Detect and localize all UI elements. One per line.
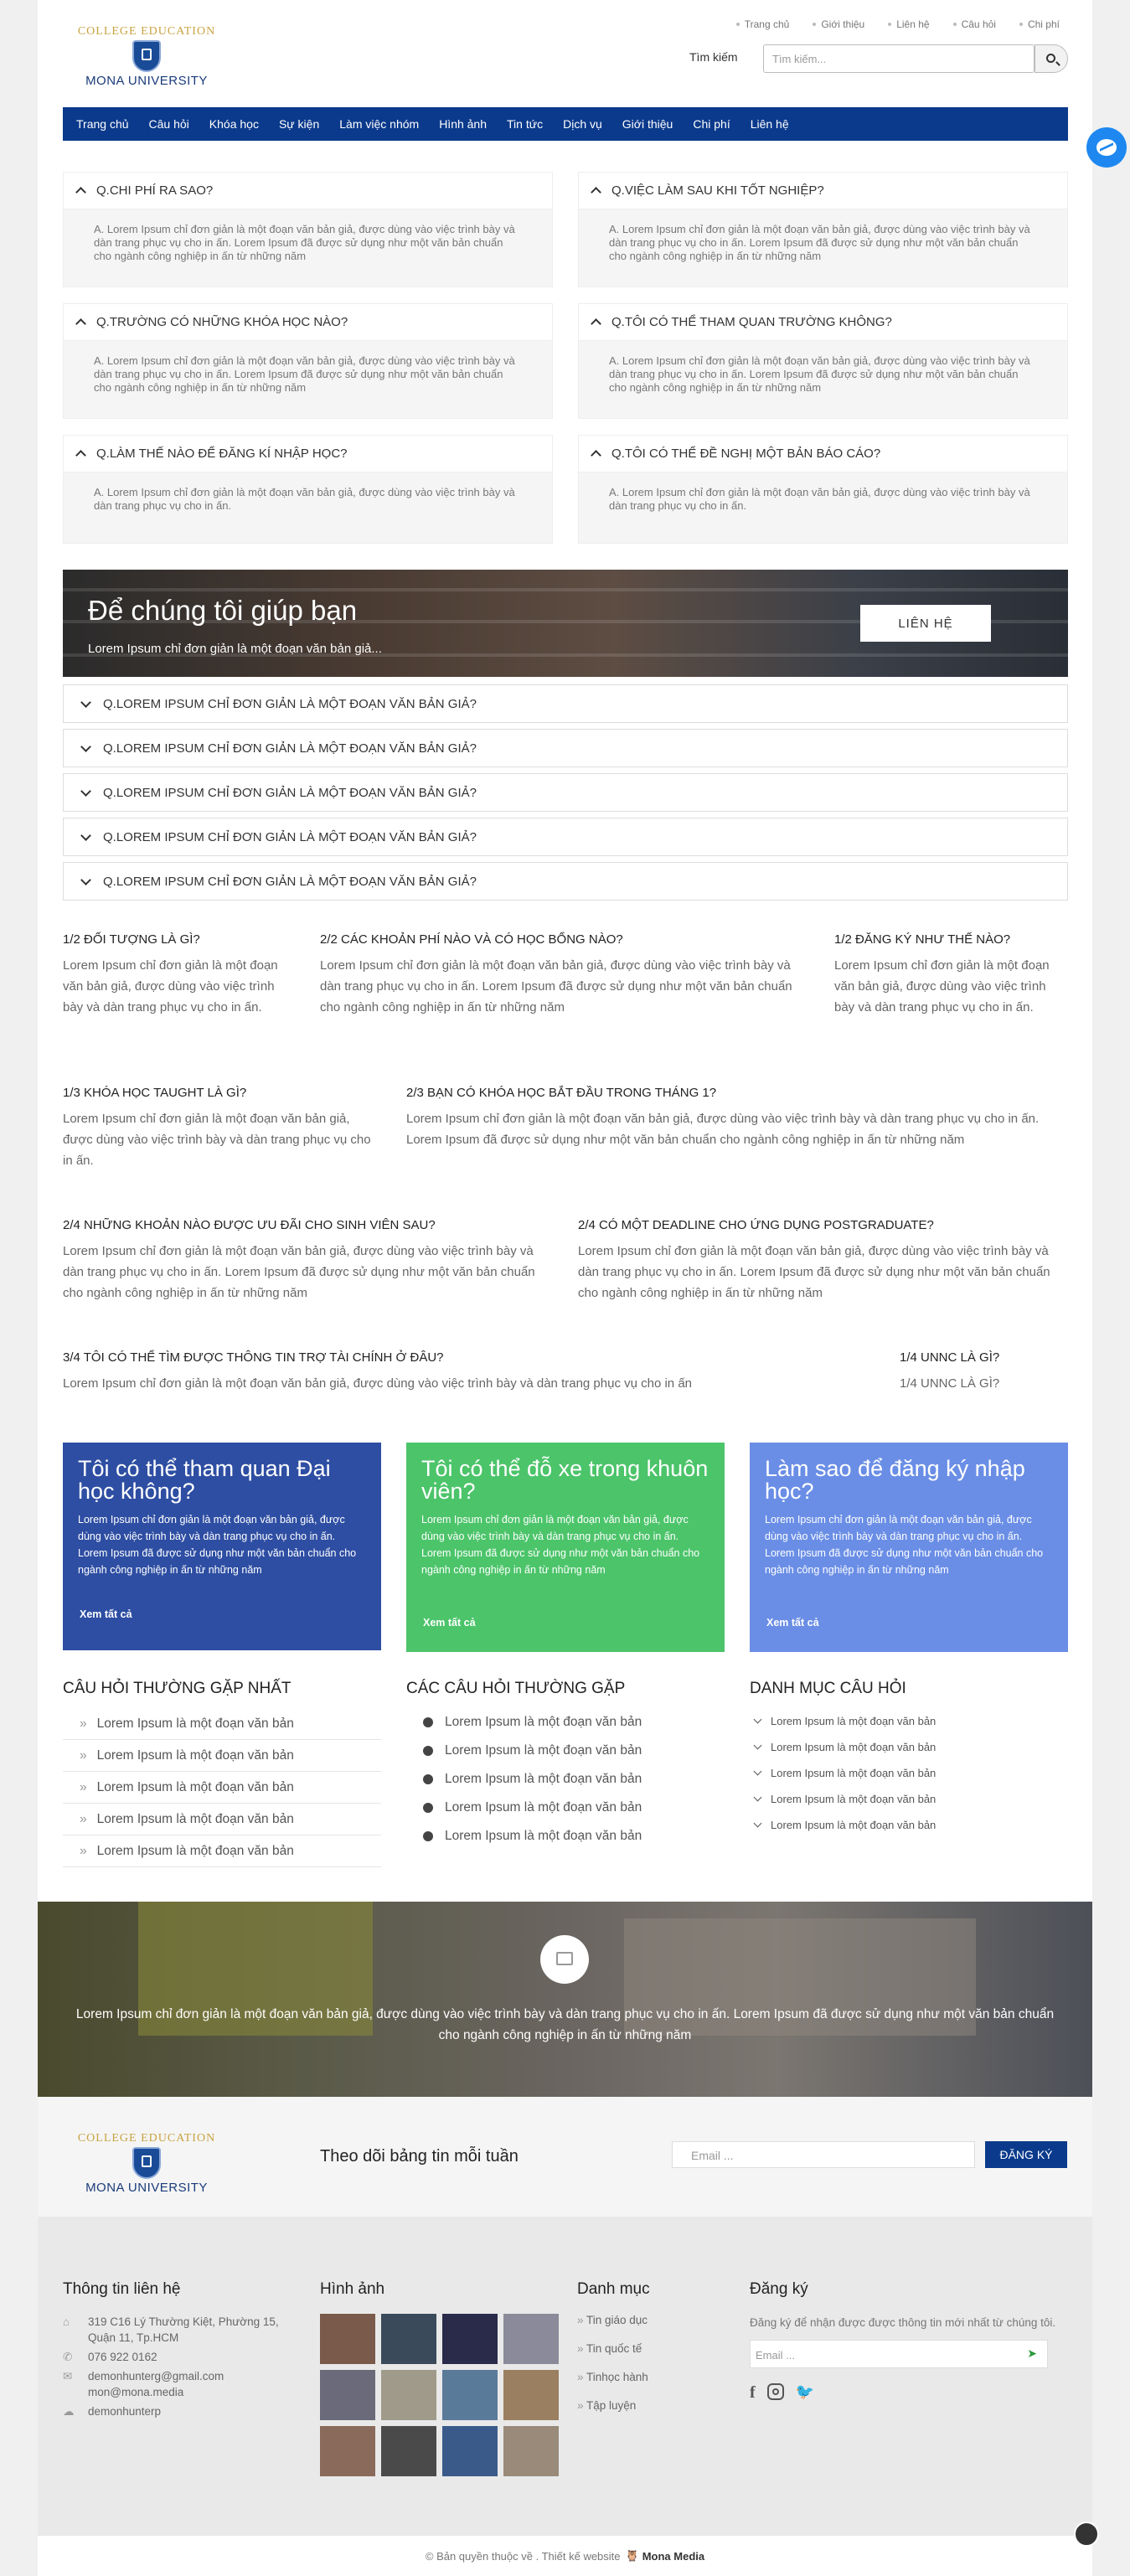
arrow-circle-icon: [423, 1746, 433, 1756]
qa-heading: 2/4 CÓ MỘT DEADLINE CHO ỨNG DỤNG POSTGRADUATE?: [578, 1218, 934, 1232]
faq-answer: A. Lorem Ipsum chỉ đơn giản là một đoạn văn bản giả, được dùng vào việc trình bày và dàn trang phục vụ cho in ấn. Lorem Ipsum đã được sử dụng như một văn bản chuẩn cho ngành công nghiệp in ấn từ những năm: [609, 223, 1030, 262]
back-to-top-button[interactable]: [1074, 2522, 1099, 2547]
footer-menu-item[interactable]: » Tinhọc hành: [577, 2371, 720, 2383]
qa-block: [63, 1350, 817, 1394]
list-item[interactable]: » Lorem Ipsum là một đoạn văn bản: [63, 1772, 381, 1804]
qa-heading: 2/2 CÁC KHOẢN PHÍ NÀO VÀ CÓ HỌC BỔNG NÀO?: [320, 932, 623, 947]
faq-question[interactable]: Q.LÀM THẾ NÀO ĐỂ ĐĂNG KÍ NHẬP HỌC?: [64, 436, 552, 472]
top-link-home[interactable]: Trang chủ: [736, 18, 790, 30]
faq-question[interactable]: Q.CHI PHÍ RA SAO?: [64, 173, 552, 209]
email-secondary[interactable]: mon@mona.media: [88, 2386, 184, 2398]
info-card: [63, 1443, 381, 1650]
qa-block: [63, 932, 289, 1018]
faq-answer: A. Lorem Ipsum chỉ đơn giản là một đoạn văn bản giả, được dùng vào việc trình bày và dàn trang phục vụ cho in ấn.: [94, 486, 515, 512]
double-chevron-icon: »: [80, 1716, 87, 1731]
skype[interactable]: ☁ demonhunterp: [63, 2405, 162, 2418]
qa-block: [900, 1350, 1067, 1394]
chevron-up-icon: [591, 187, 601, 198]
qa-heading: 2/4 NHỮNG KHOẢN NÀO ĐƯỢC ƯU ĐÃI CHO SINH VIÊN SAU?: [63, 1218, 436, 1232]
qa-block: [834, 932, 1065, 1018]
card-text: Lorem Ipsum chỉ đơn giản là một đoạn văn bản giả, được dùng vào việc trình bày và dàn trang phục vụ cho in ấn. Lorem Ipsum đã được sử dụng như một văn bản chuẩn cho ngành công nghiệp in ấn từ những năm: [421, 1514, 700, 1576]
view-all-link[interactable]: Xem tất cả: [766, 1617, 819, 1629]
gallery-thumb[interactable]: [381, 2426, 436, 2476]
popular-questions: [63, 1680, 381, 1867]
footer-gallery-title: Hình ảnh: [320, 2280, 385, 2298]
footer-menu-item[interactable]: » Tin giáo dục: [577, 2314, 720, 2326]
view-all-link[interactable]: Xem tất cả: [423, 1617, 476, 1629]
newsletter-section: [38, 2097, 1092, 2217]
arrow-circle-icon: [423, 1803, 433, 1813]
twitter-icon[interactable]: 🐦: [795, 2383, 815, 2400]
footer: [38, 2217, 1092, 2536]
card-title: Tôi có thể đỗ xe trong khuôn viên?: [421, 1456, 709, 1504]
qa-text: Lorem Ipsum chỉ đơn giản là một đoạn văn bản giả, được dùng vào việc trình bày và dàn trang phục vụ cho in ấn.: [63, 1112, 371, 1168]
list-title: CÂU HỎI THƯỜNG GẶP NHẤT: [63, 1680, 292, 1697]
chevron-down-icon: [754, 1742, 762, 1750]
faq-item[interactable]: [578, 172, 1068, 287]
newsletter-title: Theo dõi bảng tin mỗi tuần: [320, 2147, 519, 2166]
qa-text: Lorem Ipsum chỉ đơn giản là một đoạn văn bản giả, được dùng vào việc trình bày và dàn trang phục vụ cho in ấn: [63, 1376, 693, 1391]
qa-text: Lorem Ipsum chỉ đơn giản là một đoạn văn bản giả, được dùng vào việc trình bày và dàn trang phục vụ cho in ấn. Lorem Ipsum đã được sử dụng như một văn bản chuẩn cho ngành công nghiệp in ấn từ những năm: [578, 1244, 1050, 1300]
qa-text: Lorem Ipsum chỉ đơn giản là một đoạn văn bản giả, được dùng vào việc trình bày và dàn trang phục vụ cho in ấn. Lorem Ipsum đã được sử dụng như một văn bản chuẩn cho ngành công nghiệp in ấn từ những năm: [406, 1112, 1040, 1147]
qa-text: Lorem Ipsum chỉ đơn giản là một đoạn văn bản giả, được dùng vào việc trình bày và dàn trang phục vụ cho in ấn. Lorem Ipsum đã được sử dụng như một văn bản chuẩn cho ngành công nghiệp in ấn từ những năm: [320, 958, 792, 1014]
search-button[interactable]: [1035, 44, 1068, 73]
faq-question[interactable]: Q.VIỆC LÀM SAU KHI TỐT NGHIỆP?: [579, 173, 1067, 209]
logo-arc-text: COLLEGE EDUCATION: [77, 25, 216, 38]
faq-question[interactable]: Q.TÔI CÓ THỂ THAM QUAN TRƯỜNG KHÔNG?: [579, 304, 1067, 341]
chevron-down-icon: [80, 741, 91, 752]
qa-heading: 3/4 TÔI CÓ THỂ TÌM ĐƯỢC THÔNG TIN TRỢ TÀI CHÍNH Ở ĐÂU?: [63, 1350, 444, 1365]
faq-answer: A. Lorem Ipsum chỉ đơn giản là một đoạn văn bản giả, được dùng vào việc trình bày và dàn trang phục vụ cho in ấn. Lorem Ipsum đã được sử dụng như một văn bản chuẩn cho ngành công nghiệp in ấn từ những năm: [94, 354, 515, 394]
book-icon: [540, 1935, 589, 1984]
double-chevron-icon: »: [80, 1811, 87, 1826]
copyright-bar: [38, 2536, 1092, 2576]
footer-subscribe-title: Đăng ký: [750, 2280, 808, 2298]
double-chevron-icon: »: [80, 1747, 87, 1763]
owl-icon: 🦉: [625, 2549, 639, 2562]
top-link-contact[interactable]: Liên hệ: [888, 18, 929, 30]
nav-item-courses[interactable]: Khóa học: [209, 117, 259, 131]
chevron-down-icon: [80, 786, 91, 797]
list-item[interactable]: » Lorem Ipsum là một đoạn văn bản: [63, 1708, 381, 1740]
nav-item-news[interactable]: Tin tức: [507, 117, 544, 131]
qa-text: Lorem Ipsum chỉ đơn giản là một đoạn văn bản giả, được dùng vào việc trình bày và dàn trang phục vụ cho in ấn.: [63, 958, 278, 1014]
list-title: DANH MỤC CÂU HỎI: [750, 1680, 906, 1697]
view-all-link[interactable]: Xem tất cả: [80, 1608, 132, 1620]
brand-link[interactable]: Mona Media: [642, 2549, 705, 2563]
quote-banner: [38, 1902, 1092, 2097]
chevron-up-icon: [75, 187, 86, 198]
phone: ✆ 076 922 0162: [63, 2351, 157, 2363]
logo-shield-icon: [132, 40, 161, 72]
chevron-down-icon: [754, 1716, 762, 1724]
common-questions: [406, 1680, 725, 1851]
nav-item-events[interactable]: Sự kiện: [278, 117, 320, 131]
chevron-up-icon: [591, 318, 601, 329]
instagram-icon[interactable]: [767, 2383, 784, 2400]
top-links: [736, 18, 1060, 30]
double-chevron-icon: »: [80, 1843, 87, 1858]
card-title: Làm sao để đăng ký nhập học?: [765, 1456, 1025, 1504]
card-text: Lorem Ipsum chỉ đơn giản là một đoạn văn bản giả, được dùng vào việc trình bày và dàn trang phục vụ cho in ấn. Lorem Ipsum đã được sử dụng như một văn bản chuẩn cho ngành công nghiệp in ấn từ những năm: [78, 1514, 357, 1576]
gallery-thumb[interactable]: [442, 2370, 498, 2420]
top-link-about[interactable]: Giới thiệu: [813, 18, 864, 30]
list-item[interactable]: Lorem Ipsum là một đoạn văn bản: [750, 1734, 1068, 1760]
qa-heading: 1/4 UNNC LÀ GÌ?: [900, 1350, 1000, 1365]
qa-heading: 2/3 BẠN CÓ KHÓA HỌC BẮT ĐẦU TRONG THÁNG 1?: [406, 1086, 717, 1100]
gallery-thumb[interactable]: [503, 2370, 559, 2420]
gallery-thumb[interactable]: [503, 2314, 559, 2364]
list-item[interactable]: » Lorem Ipsum là một đoạn văn bản: [63, 1740, 381, 1772]
list-item[interactable]: Lorem Ipsum là một đoạn văn bản: [406, 1794, 725, 1822]
footer-subscribe-text: Đăng ký để nhận được được thông tin mới nhất từ chúng tôi.: [750, 2316, 1056, 2329]
list-item[interactable]: Lorem Ipsum là một đoạn văn bản: [406, 1765, 725, 1794]
logo-name: MONA UNIVERSITY: [85, 74, 208, 88]
nav-item-costs[interactable]: Chi phí: [693, 117, 730, 131]
logo-shield-icon: [132, 2147, 161, 2179]
qa-block: [63, 1218, 549, 1303]
list-item[interactable]: Lorem Ipsum là một đoạn văn bản: [406, 1708, 725, 1737]
chevron-down-icon: [754, 1768, 762, 1776]
list-title: CÁC CÂU HỎI THƯỜNG GẶP: [406, 1680, 626, 1697]
qa-text: Lorem Ipsum chỉ đơn giản là một đoạn văn bản giả, được dùng vào việc trình bày và dàn trang phục vụ cho in ấn.: [834, 958, 1050, 1014]
list-item[interactable]: » Lorem Ipsum là một đoạn văn bản: [63, 1835, 381, 1867]
envelope-icon: ✉: [63, 2370, 73, 2382]
copyright-text: © Bản quyền thuộc về . Thiết kế website: [425, 2549, 621, 2563]
search-label: Tìm kiếm: [689, 50, 738, 64]
faq-item[interactable]: [578, 435, 1068, 544]
gallery-thumb[interactable]: [442, 2426, 498, 2476]
arrow-circle-icon: [423, 1717, 433, 1727]
qa-text: Lorem Ipsum chỉ đơn giản là một đoạn văn bản giả, được dùng vào việc trình bày và dàn trang phục vụ cho in ấn. Lorem Ipsum đã được sử dụng như một văn bản chuẩn cho ngành công nghiệp in ấn từ những năm: [63, 1244, 535, 1300]
logo-name: MONA UNIVERSITY: [85, 2181, 208, 2195]
double-chevron-icon: »: [80, 1779, 87, 1794]
quote-text: Lorem Ipsum chỉ đơn giản là một đoạn văn bản giả, được dùng vào việc trình bày và dàn trang phục vụ cho in ấn. Lorem Ipsum đã được sử dụng như một văn bản chuẩn cho ngành công nghiệp in ấn từ những năm: [75, 2007, 1055, 2042]
main-nav: [63, 107, 1068, 141]
gallery-thumb[interactable]: [320, 2370, 375, 2420]
footer-gallery: [320, 2280, 559, 2476]
qa-heading: 1/2 ĐỐI TƯỢNG LÀ GÌ?: [63, 932, 200, 947]
accordion-item[interactable]: Q.LOREM IPSUM CHỈ ĐƠN GIẢN LÀ MỘT ĐOẠN VĂN BẢN GIẢ?: [63, 773, 1068, 812]
search-icon: [1046, 54, 1055, 63]
accordion-item[interactable]: Q.LOREM IPSUM CHỈ ĐƠN GIẢN LÀ MỘT ĐOẠN VĂN BẢN GIẢ?: [63, 862, 1068, 901]
list-item[interactable]: Lorem Ipsum là một đoạn văn bản: [406, 1822, 725, 1851]
info-card: [750, 1443, 1068, 1652]
faq-question[interactable]: Q.TRƯỜNG CÓ NHỮNG KHÓA HỌC NÀO?: [64, 304, 552, 341]
chevron-down-icon: [754, 1820, 762, 1828]
nav-item-home[interactable]: Trang chủ: [76, 117, 129, 131]
list-item[interactable]: Lorem Ipsum là một đoạn văn bản: [750, 1708, 1068, 1734]
map-marker-icon: ⌂: [63, 2315, 70, 2328]
faq-item[interactable]: [63, 435, 553, 544]
chevron-up-icon: [75, 450, 86, 461]
accordion-item[interactable]: Q.LOREM IPSUM CHỈ ĐƠN GIẢN LÀ MỘT ĐOẠN VĂN BẢN GIẢ?: [63, 684, 1068, 723]
list-item[interactable]: Lorem Ipsum là một đoạn văn bản: [750, 1786, 1068, 1812]
faq-item[interactable]: [63, 303, 553, 419]
help-banner-title: Để chúng tôi giúp bạn: [88, 595, 358, 626]
gallery-thumb[interactable]: [442, 2314, 498, 2364]
list-item[interactable]: » Lorem Ipsum là một đoạn văn bản: [63, 1804, 381, 1835]
email[interactable]: ✉ demonhunterg@gmail.com: [63, 2370, 224, 2382]
gallery-thumb[interactable]: [320, 2314, 375, 2364]
faq-answer: A. Lorem Ipsum chỉ đơn giản là một đoạn văn bản giả, được dùng vào việc trình bày và dàn trang phục vụ cho in ấn. Lorem Ipsum đã được sử dụng như một văn bản chuẩn cho ngành công nghiệp in ấn từ những năm: [94, 223, 515, 262]
gallery-thumb[interactable]: [503, 2426, 559, 2476]
chevron-up-icon: [75, 318, 86, 329]
qa-block: [578, 1218, 1068, 1303]
gallery-thumb[interactable]: [320, 2426, 375, 2476]
top-link-costs[interactable]: Chi phí: [1019, 18, 1060, 30]
footer-menu-title: Danh mục: [577, 2280, 650, 2298]
footer-subscribe: [750, 2280, 1068, 2403]
faq-item[interactable]: [578, 303, 1068, 419]
chevron-down-icon: [80, 697, 91, 708]
nav-item-contact[interactable]: Liên hệ: [750, 117, 789, 131]
nav-item-gallery[interactable]: Hình ảnh: [439, 117, 488, 131]
gallery-thumb[interactable]: [381, 2314, 436, 2364]
faq-answer: A. Lorem Ipsum chỉ đơn giản là một đoạn văn bản giả, được dùng vào việc trình bày và dàn trang phục vụ cho in ấn.: [609, 486, 1030, 512]
help-banner-subtitle: Lorem Ipsum chỉ đơn giản là một đoạn văn bản giả...: [88, 642, 382, 656]
accordion-item[interactable]: Q.LOREM IPSUM CHỈ ĐƠN GIẢN LÀ MỘT ĐOẠN VĂN BẢN GIẢ?: [63, 818, 1068, 856]
chevron-down-icon: [80, 875, 91, 885]
top-link-questions[interactable]: Câu hỏi: [953, 18, 996, 30]
send-icon[interactable]: ➤: [1027, 2346, 1037, 2360]
chevron-down-icon: [80, 830, 91, 841]
newsletter-email-input[interactable]: Email ...: [672, 2141, 975, 2168]
subscribe-button[interactable]: ĐĂNG KÝ: [985, 2141, 1067, 2168]
qa-heading: 1/2 ĐĂNG KÝ NHƯ THẾ NÀO?: [834, 932, 1011, 947]
qa-text: 1/4 UNNC LÀ GÌ?: [900, 1376, 1000, 1391]
facebook-icon[interactable]: f: [750, 2383, 756, 2402]
question-categories: [750, 1680, 1068, 1838]
nav-item-services[interactable]: Dịch vụ: [563, 117, 602, 131]
faq-item[interactable]: [63, 172, 553, 287]
chevron-down-icon: [754, 1794, 762, 1802]
qa-heading: 1/3 KHÓA HỌC TAUGHT LÀ GÌ?: [63, 1086, 247, 1100]
gallery-grid: [320, 2314, 559, 2476]
arrow-circle-icon: [423, 1831, 433, 1841]
info-card: [406, 1443, 725, 1652]
qa-block: [406, 1086, 1068, 1150]
footer-menu-item[interactable]: » Tập luyện: [577, 2399, 720, 2412]
list-item[interactable]: Lorem Ipsum là một đoạn văn bản: [750, 1812, 1068, 1838]
nav-item-questions[interactable]: Câu hỏi: [148, 117, 189, 131]
footer-logo[interactable]: [63, 2132, 230, 2199]
list-item[interactable]: Lorem Ipsum là một đoạn văn bản: [750, 1760, 1068, 1786]
faq-answer: A. Lorem Ipsum chỉ đơn giản là một đoạn văn bản giả, được dùng vào việc trình bày và dàn trang phục vụ cho in ấn. Lorem Ipsum đã được sử dụng như một văn bản chuẩn cho ngành công nghiệp in ấn từ những năm: [609, 354, 1030, 394]
social-icons: [750, 2383, 1068, 2403]
search-input[interactable]: Tìm kiếm...: [763, 44, 1035, 73]
chevron-up-icon: [591, 450, 601, 461]
footer-contact: [63, 2280, 289, 2423]
logo[interactable]: [63, 25, 230, 92]
help-banner: [63, 570, 1068, 677]
nav-item-about[interactable]: Giới thiệu: [622, 117, 673, 131]
footer-contact-title: Thông tin liên hệ: [63, 2280, 181, 2298]
qa-block: [320, 932, 806, 1018]
card-text: Lorem Ipsum chỉ đơn giản là một đoạn văn bản giả, được dùng vào việc trình bày và dàn trang phục vụ cho in ấn. Lorem Ipsum đã được sử dụng như một văn bản chuẩn cho ngành công nghiệp in ấn từ những năm: [765, 1514, 1044, 1576]
address: ⌂ 319 C16 Lý Thường Kiệt, Phường 15, Quận 11, Tp.HCM: [63, 2315, 279, 2344]
footer-menu: [577, 2280, 720, 2428]
contact-button[interactable]: LIÊN HỆ: [860, 605, 991, 642]
list-item[interactable]: Lorem Ipsum là một đoạn văn bản: [406, 1737, 725, 1765]
phone-icon: ✆: [63, 2351, 73, 2363]
page-container: [38, 0, 1092, 2576]
skype-icon: ☁: [63, 2405, 75, 2418]
nav-item-teamwork[interactable]: Làm việc nhóm: [339, 117, 420, 131]
gallery-thumb[interactable]: [381, 2370, 436, 2420]
card-title: Tôi có thể tham quan Đại học không?: [78, 1456, 331, 1504]
arrow-circle-icon: [423, 1774, 433, 1784]
logo-arc-text: COLLEGE EDUCATION: [77, 2132, 216, 2145]
faq-question[interactable]: Q.TÔI CÓ THỂ ĐỀ NGHỊ MỘT BẢN BÁO CÁO?: [579, 436, 1067, 472]
qa-block: [63, 1086, 373, 1171]
footer-email-input[interactable]: Email ... ➤: [750, 2340, 1048, 2368]
footer-menu-item[interactable]: » Tin quốc tế: [577, 2342, 720, 2355]
accordion-item[interactable]: Q.LOREM IPSUM CHỈ ĐƠN GIẢN LÀ MỘT ĐOẠN VĂN BẢN GIẢ?: [63, 729, 1068, 767]
messenger-icon[interactable]: [1086, 127, 1127, 168]
